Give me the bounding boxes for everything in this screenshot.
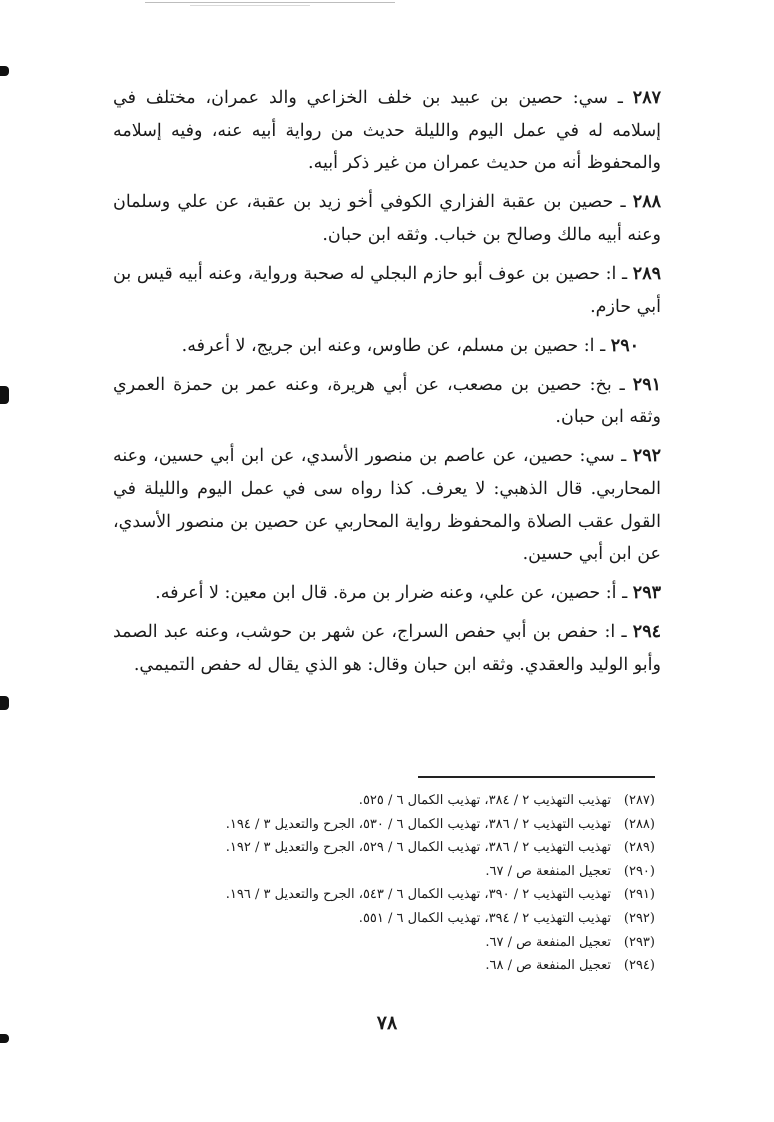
entry-text: ـ أ: حصين، عن علي، وعنه ضرار بن مرة. قال ابن معين: لا أعرفه. [155,583,633,604]
footnote-text: تهذيب التهذيب ٢ / ٣٨٤، تهذيب الكمال ٦ / ٥٢٥. [358,793,611,808]
scan-edge-mark [0,386,9,404]
footnote-number: (٢٩٣) [623,934,655,950]
footnote-text: تهذيب التهذيب ٢ / ٣٩٤، تهذيب الكمال ٦ / ٥٥١. [358,910,611,926]
page-number: ٧٨ [376,1012,398,1034]
footnote-text: تهذيب التهذيب ٢ / ٣٨٦، تهذيب الكمال ٦ / ٥٣٠، الجرح والتعديل ٣ / ١٩٤. [225,816,611,832]
entry-290 [113,330,661,363]
footnote [115,954,655,978]
entry-text: ـ سي: حصين، عن عاصم بن منصور الأسدي، عن ابن أبي حسين، وعنه المحاربي. قال الذهبي: لا يعرف. كذا رواه سى في عمل اليوم والليلة في القول عقب الصلاة والمحفوظ رواية المحاربي عن حصين بن منصور الأسدي، عن ابن أبي حسين. [113,446,661,565]
entry-text: ـ ا: حصين بن عوف أبو حازم البجلي له صحبة ورواية، وعنه أبيه قيس بن أبي حازم. [113,263,661,317]
footnote [115,836,655,860]
footnote [115,907,655,931]
entry-number: ٢٩٢ [632,446,661,467]
footnote-number: (٢٩١) [623,887,655,903]
entry-289 [113,258,661,323]
scan-edge-mark [0,66,9,76]
footnote-text: تعجيل المنفعة ص / ٦٧. [485,934,611,950]
footnote-number: (٢٩٢) [623,910,655,926]
top-edge-line [145,2,395,3]
footnote [115,931,655,955]
footnote-number: (٢٩٠) [623,863,655,879]
footnote-number: (٢٨٧) [623,793,655,808]
footnote-text: تعجيل المنفعة ص / ٦٨. [485,958,611,974]
footnote [115,813,655,837]
footnote [115,860,655,884]
scan-edge-mark [0,696,9,710]
footnote-number: (٢٨٨) [623,816,655,832]
footnote-text: تهذيب التهذيب ٢ / ٣٩٠، تهذيب الكمال ٦ / ٥٤٣، الجرح والتعديل ٣ / ١٩٦. [225,887,611,903]
entry-293 [113,577,661,610]
footnote [115,883,655,907]
entry-text: ـ ا: حصين بن مسلم، عن طاوس، وعنه ابن جريج، لا أعرفه. [181,335,611,356]
footnote-number: (٢٩٤) [623,958,655,974]
footnotes [115,789,655,978]
scan-edge-mark [0,1034,9,1043]
entry-291 [113,369,661,434]
entry-text: ـ سي: حصين بن عبيد بن خلف الخزاعي والد عمران، مختلف في إسلامه له في عمل اليوم والليلة حديث من رواية أبيه عنه، وفيه إسلامه والمحفوظ أنه من حديث عمران من غير ذكر أبيه. [113,88,661,174]
entry-294 [113,616,661,681]
entry-text: ـ حصين بن عقبة الفزاري الكوفي أخو زيد بن عقبة، عن علي وسلمان وعنه أبيه مالك وصالح بن خباب. وثقه ابن حبان. [113,192,661,245]
entry-number: ٢٨٩ [632,263,661,284]
entry-number: ٢٩٠ [610,335,639,356]
entry-287 [113,82,661,180]
entry-292 [113,440,661,570]
footnote-number: (٢٨٩) [623,840,655,856]
footnote-separator [418,776,655,778]
entry-text: ـ بخ: حصين بن مصعب، عن أبي هريرة، وعنه عمر بن حمزة العمري وثقه ابن حبان. [113,374,661,428]
entry-text: ـ ا: حفص بن أبي حفص السراج، عن شهر بن حوشب، وعنه عبد الصمد وأبو الوليد والعقدي. وثقه ابن حبان وقال: هو الذي يقال له حفص التميمي. [113,622,661,675]
main-text [113,82,661,688]
entry-number: ٢٨٨ [632,192,661,213]
footnote-text: تهذيب التهذيب ٢ / ٣٨٦، تهذيب الكمال ٦ / ٥٢٩، الجرح والتعديل ٣ / ١٩٢. [225,840,611,856]
footnote [115,789,655,813]
top-edge-line [190,5,310,6]
entry-number: ٢٩١ [632,374,661,395]
entry-number: ٢٩٣ [632,583,661,604]
entry-number: ٢٨٧ [632,88,661,108]
entry-288 [113,186,661,251]
entry-number: ٢٩٤ [632,622,661,643]
footnote-text: تعجيل المنفعة ص / ٦٧. [485,863,611,879]
